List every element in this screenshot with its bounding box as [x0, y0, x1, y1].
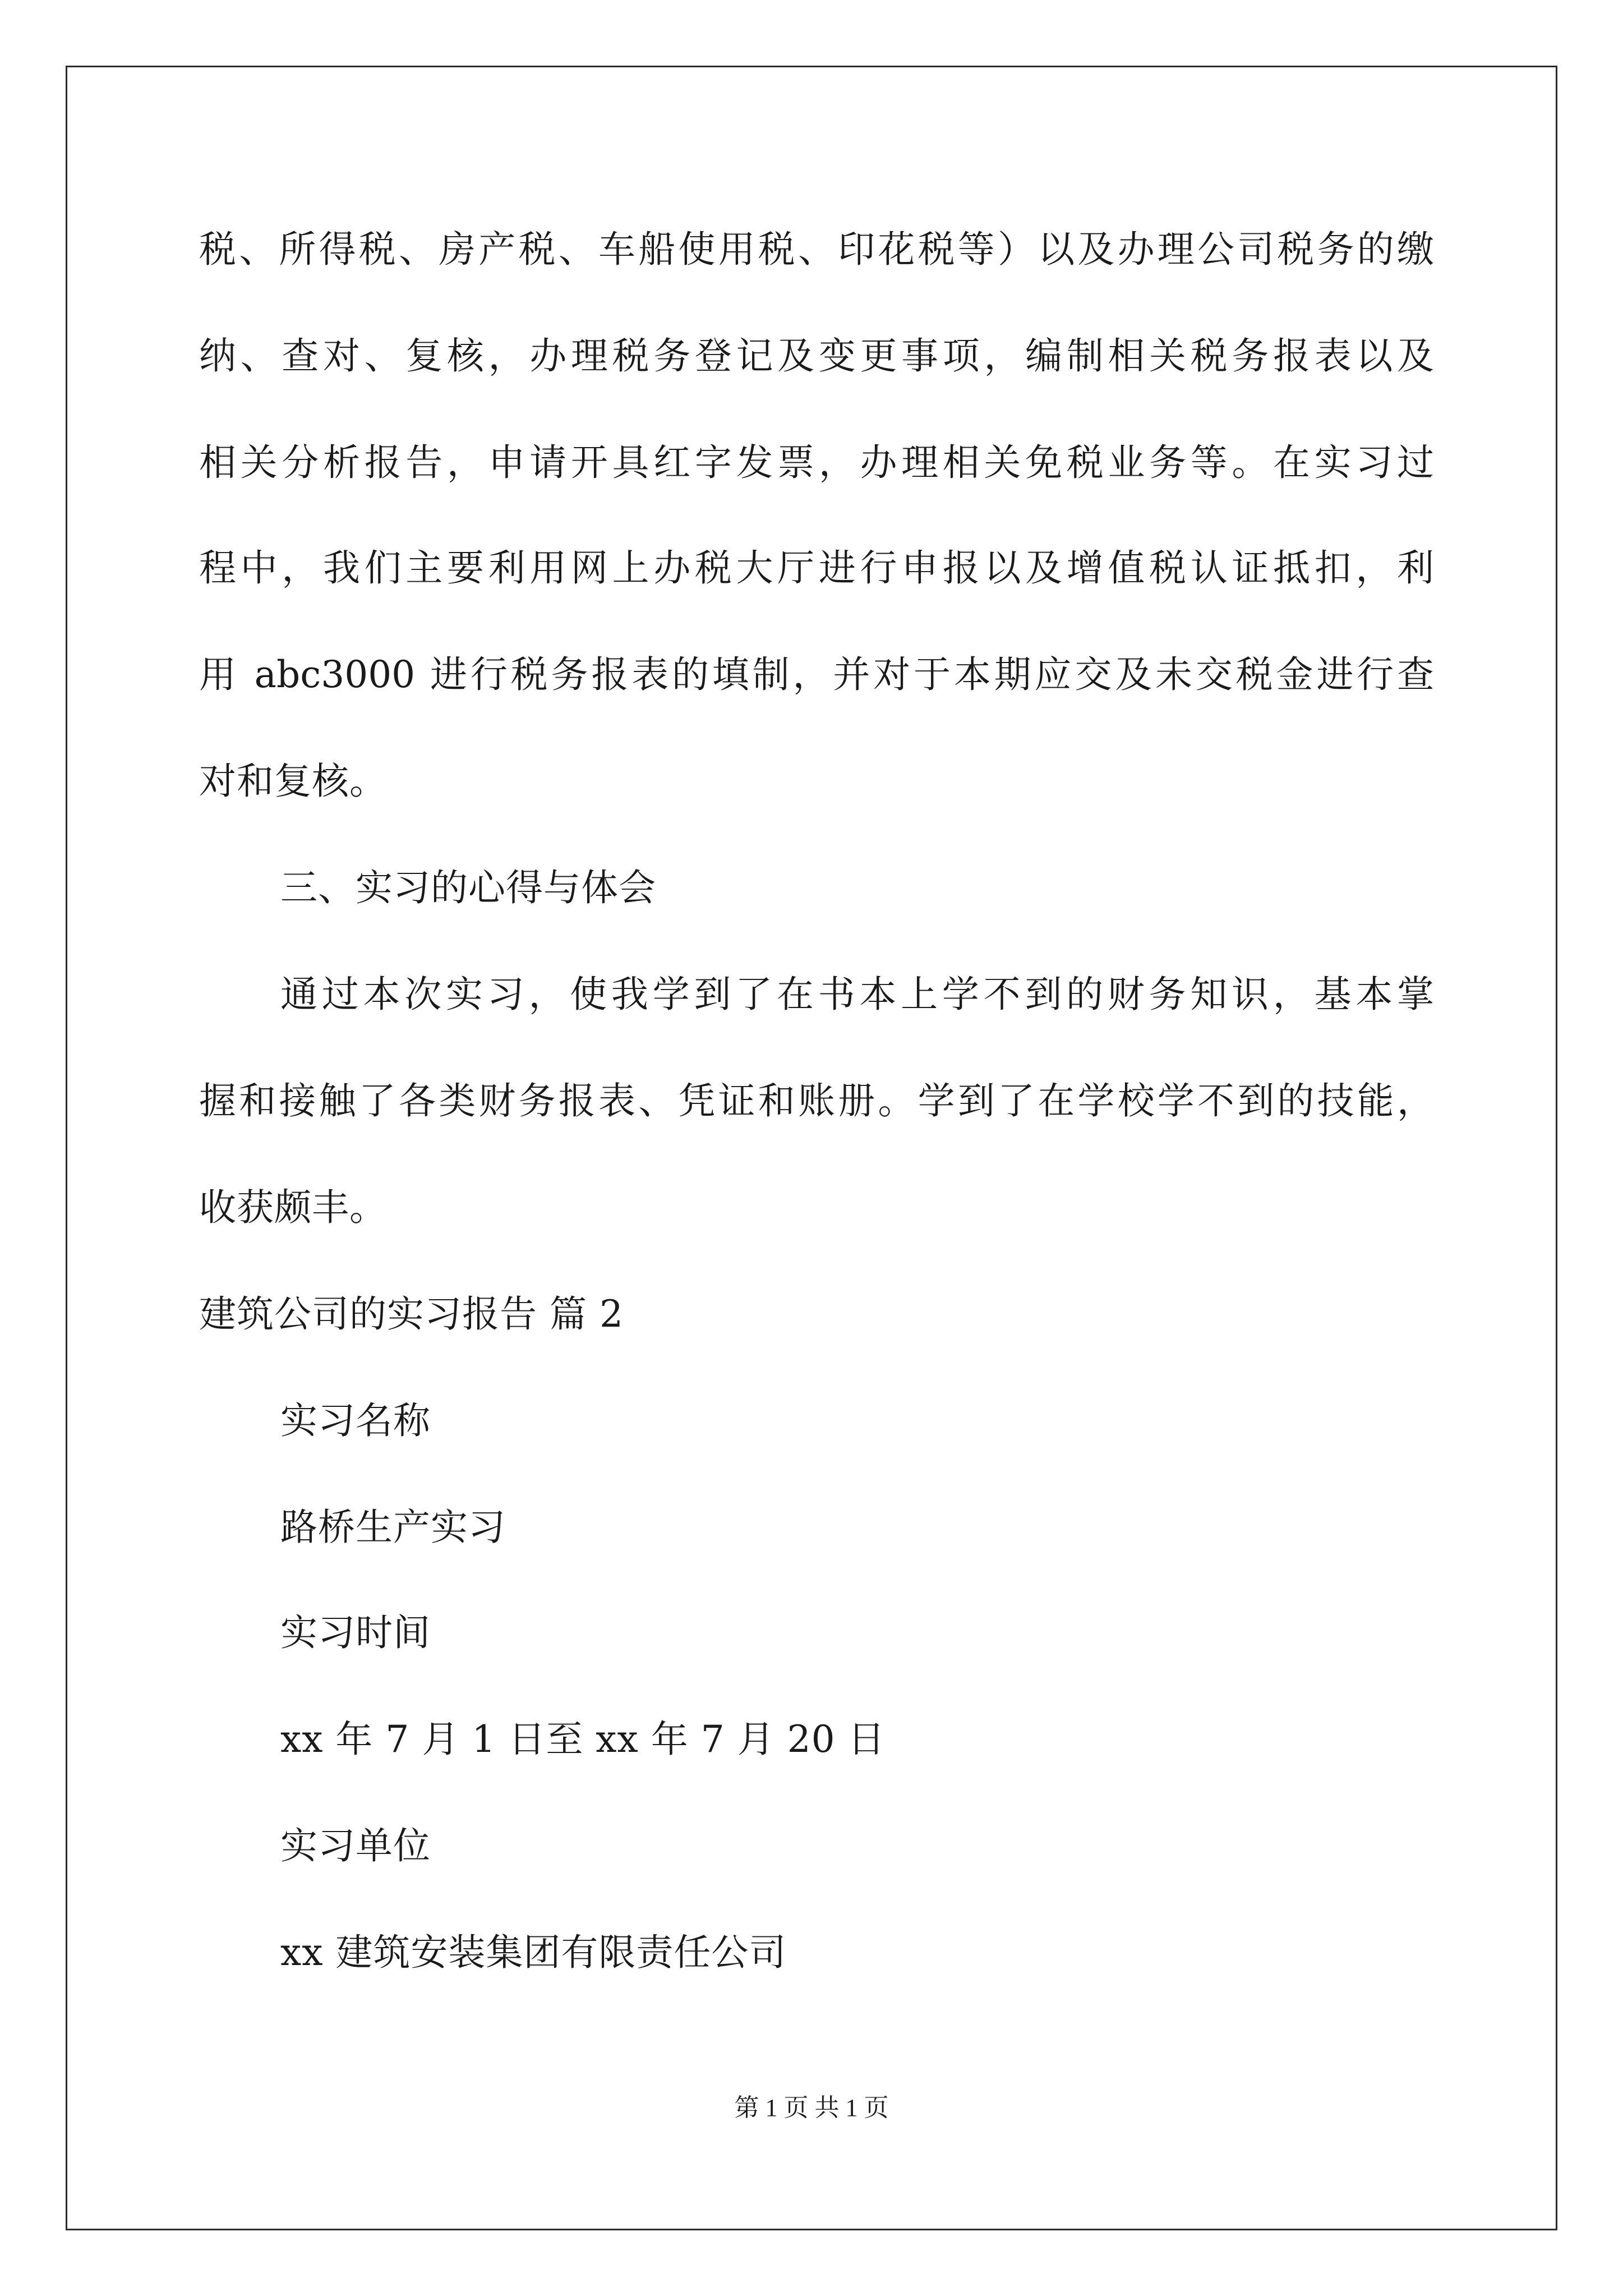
page-border [66, 66, 1557, 2230]
article-title: 建筑公司的实习报告 篇 2 [199, 1292, 624, 1336]
paragraph-line: 相关分析报告，申请开具红字发票，办理相关免税业务等。在实习过 [199, 441, 1434, 484]
field-value-name: 路桥生产实习 [280, 1506, 506, 1549]
paragraph-line: 通过本次实习，使我学到了在书本上学不到的财务知识，基本掌 [280, 973, 1434, 1016]
field-value-time: xx 年 7 月 1 日至 xx 年 7 月 20 日 [280, 1718, 886, 1761]
paragraph-line: 对和复核。 [199, 760, 387, 803]
paragraph-line: 收获颇丰。 [199, 1186, 387, 1229]
paragraph-line: 用 abc3000 进行税务报表的填制，并对于本期应交及未交税金进行查 [199, 653, 1434, 696]
paragraph-line: 程中，我们主要利用网上办税大厅进行申报以及增值税认证抵扣，利 [199, 546, 1434, 590]
page-footer: 第 1 页 共 1 页 [734, 2094, 889, 2122]
field-label-unit: 实习单位 [280, 1824, 431, 1867]
paragraph-line: 握和接触了各类财务报表、凭证和账册。学到了在学校学不到的技能， [199, 1079, 1434, 1122]
field-value-unit: xx 建筑安装集团有限责任公司 [280, 1931, 787, 1974]
paragraph-line: 纳、查对、复核，办理税务登记及变更事项，编制相关税务报表以及 [199, 334, 1434, 378]
field-label-name: 实习名称 [280, 1399, 431, 1442]
field-label-time: 实习时间 [280, 1611, 431, 1654]
section-heading: 三、实习的心得与体会 [280, 866, 656, 909]
paragraph-line: 税、所得税、房产税、车船使用税、印花税等）以及办理公司税务的缴 [199, 228, 1434, 271]
